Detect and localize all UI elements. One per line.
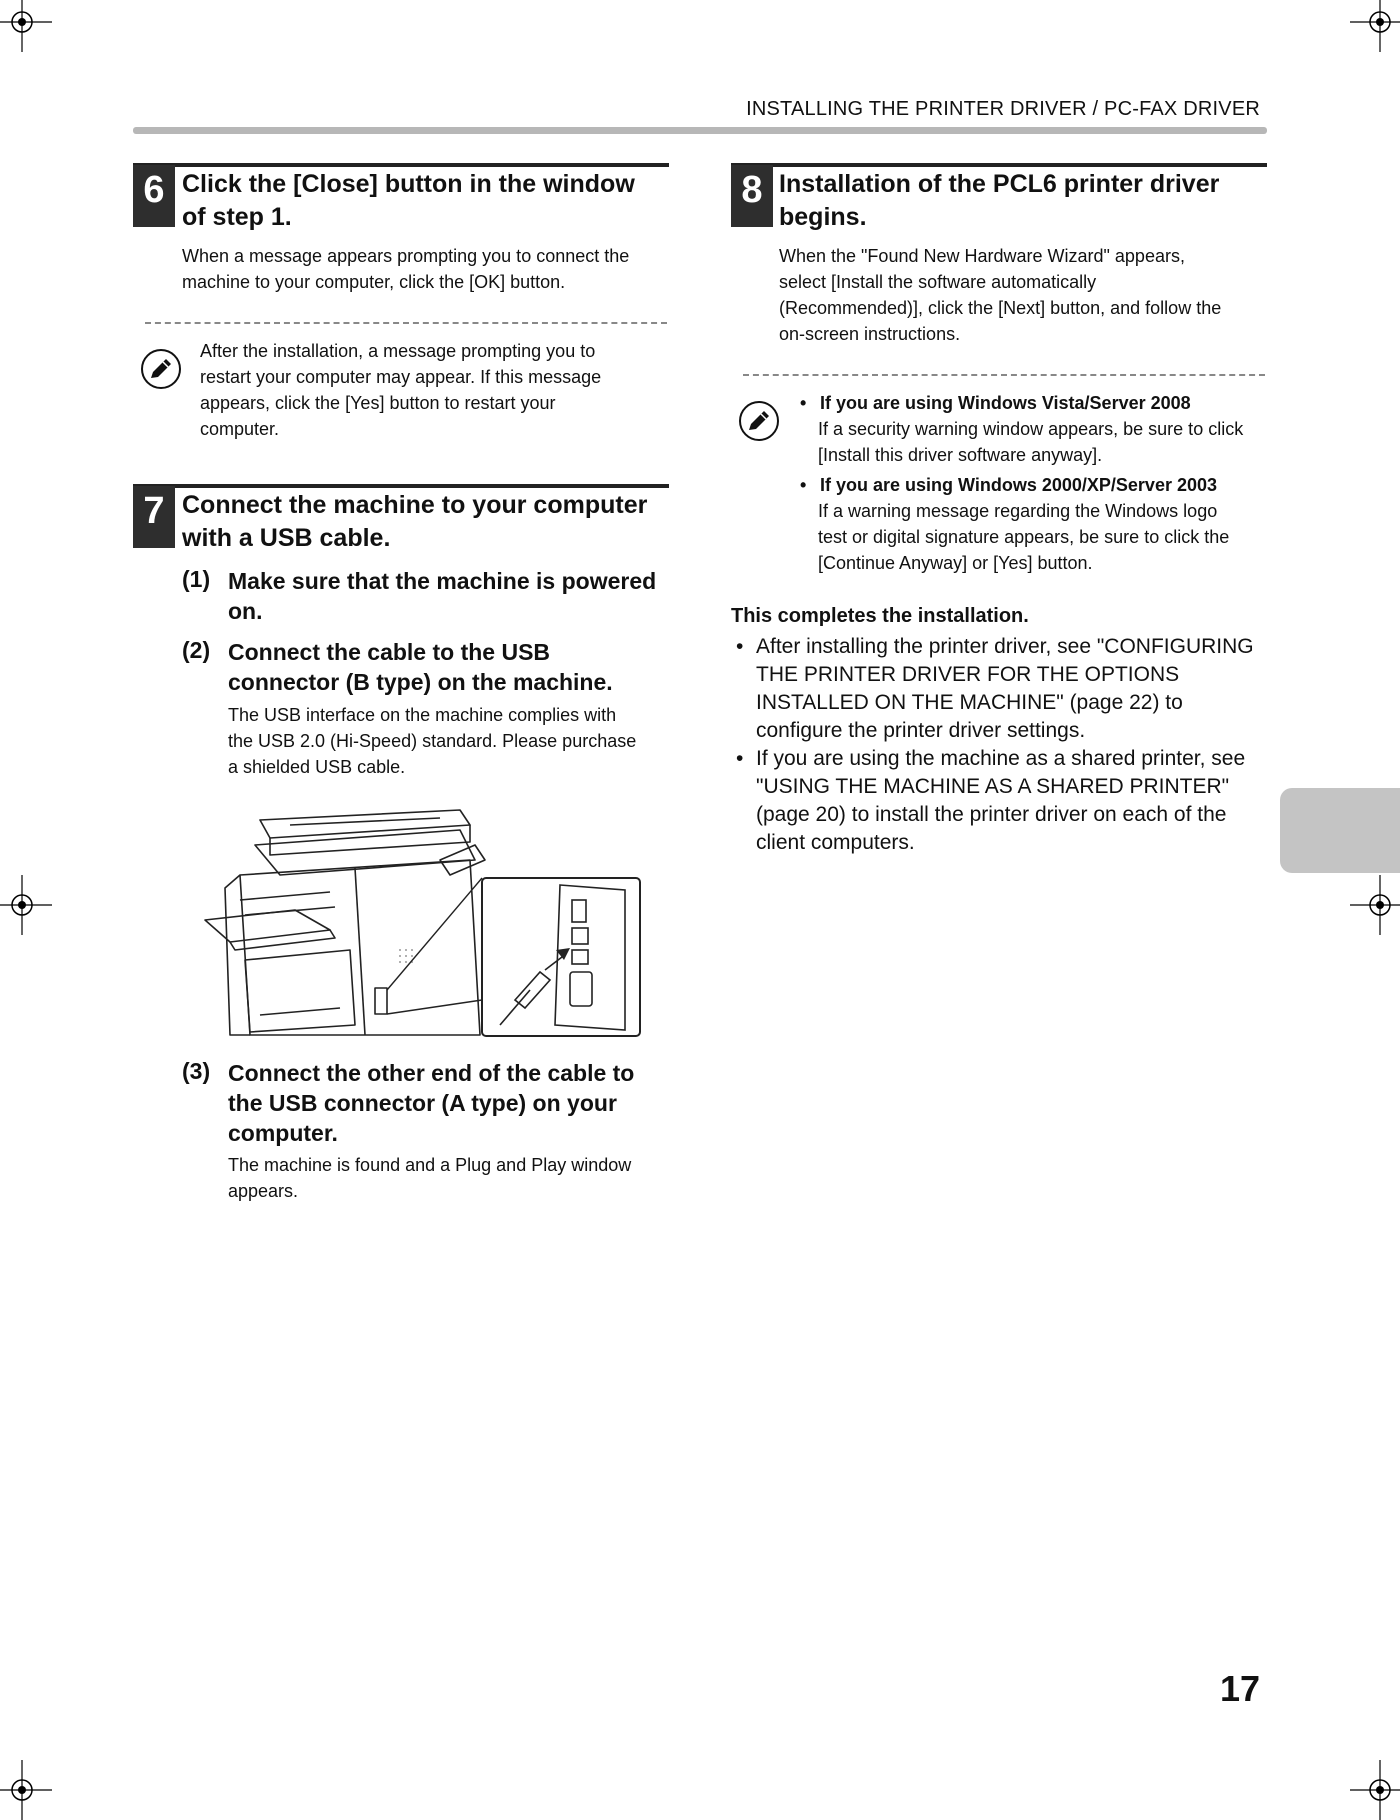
step-8-title-line1: Installation of the PCL6 printer driver xyxy=(779,170,1220,198)
note-bullet-title xyxy=(800,472,1243,498)
step-6-note xyxy=(200,338,601,442)
substep-3-line: Connect the other end of the cable to xyxy=(228,1060,635,1086)
substep-2-line: connector (B type) on the machine. xyxy=(228,669,613,695)
substep-2-body-line: the USB 2.0 (Hi-Speed) standard. Please purchase xyxy=(228,731,637,751)
step-6-number: 6 xyxy=(133,165,175,227)
note-bullet-title xyxy=(800,390,1243,416)
step-7-title-line1: Connect the machine to your computer xyxy=(182,491,648,519)
step-8-body-line: When the "Found New Hardware Wizard" appears, xyxy=(779,246,1185,266)
completion-line: INSTALLED ON THE MACHINE" (page 22) to xyxy=(756,691,1183,714)
step-7-number: 7 xyxy=(133,486,175,548)
substep-1-line: on. xyxy=(228,598,263,624)
bullet-dot: • xyxy=(736,747,744,770)
note-line: If a security warning window appears, be sure to click xyxy=(818,419,1244,439)
step-6-rule xyxy=(133,163,669,167)
substep-1-title xyxy=(228,566,656,626)
registration-mark-icon xyxy=(0,1760,52,1820)
step-8-body-line: on-screen instructions. xyxy=(779,324,961,344)
substep-1-number: (1) xyxy=(182,566,211,592)
completion-bullet-2 xyxy=(736,745,1276,857)
running-header: INSTALLING THE PRINTER DRIVER / PC-FAX DRIVER xyxy=(746,98,1260,120)
step-7-title-line2: with a USB cable. xyxy=(182,524,391,552)
completion-line: configure the printer driver settings. xyxy=(756,719,1086,742)
substep-2-line: Connect the cable to the USB xyxy=(228,639,551,665)
note-line: [Continue Anyway] or [Yes] button. xyxy=(818,553,1093,573)
registration-mark-icon xyxy=(1350,1760,1400,1820)
step-8-rule xyxy=(731,163,1267,167)
substep-1-line: Make sure that the machine is powered xyxy=(228,568,657,594)
step-7-rule xyxy=(133,484,669,488)
step-6-body-line: machine to your computer, click the [OK] button. xyxy=(182,272,566,292)
step-6-title-line1: Click the [Close] button in the window xyxy=(182,170,635,198)
step-8-body-line: select [Install the software automatically xyxy=(779,272,1097,292)
chapter-tab xyxy=(1280,788,1400,873)
note-bullet-2-body xyxy=(800,498,1243,576)
machine-usb-illustration xyxy=(200,800,650,1040)
registration-mark-icon xyxy=(0,875,52,935)
note-line: If a warning message regarding the Windows logo xyxy=(818,501,1218,521)
note-line: restart your computer may appear. If this message xyxy=(200,367,602,387)
step-6-title-line2: of step 1. xyxy=(182,203,292,231)
completion-line: client computers. xyxy=(756,831,915,854)
registration-mark-icon xyxy=(1350,0,1400,52)
bullet-dot: • xyxy=(800,475,807,495)
note-bullet-2-title: If you are using Windows 2000/XP/Server 2003 xyxy=(820,475,1218,495)
registration-mark-icon xyxy=(0,0,52,52)
completion-line: After installing the printer driver, see "CONFIGURING xyxy=(756,635,1254,658)
completion-title: This completes the installation. xyxy=(731,605,1029,627)
step-8-number: 8 xyxy=(731,165,773,227)
substep-3-number: (3) xyxy=(182,1058,211,1084)
substep-2-number: (2) xyxy=(182,637,211,663)
note-divider xyxy=(743,374,1265,376)
note-bullet-1-title: If you are using Windows Vista/Server 2008 xyxy=(820,393,1191,413)
note-line: appears, click the [Yes] button to restart your xyxy=(200,393,556,413)
substep-3-line: computer. xyxy=(228,1120,338,1146)
note-line: [Install this driver software anyway]. xyxy=(818,445,1103,465)
step-8-title-line2: begins. xyxy=(779,203,867,231)
header-rule xyxy=(133,127,1267,134)
step-6-body xyxy=(182,243,629,295)
substep-2-title xyxy=(228,637,613,697)
completion-list xyxy=(736,633,1276,857)
step-8-title xyxy=(779,168,1219,234)
step-6-body-line: When a message appears prompting you to connect the xyxy=(182,246,630,266)
step-8-note xyxy=(800,390,1243,576)
pencil-note-icon xyxy=(738,400,780,442)
completion-line: "USING THE MACHINE AS A SHARED PRINTER" xyxy=(756,775,1230,798)
step-8-body xyxy=(779,243,1221,347)
note-bullet-1-body xyxy=(800,416,1243,468)
note-line: computer. xyxy=(200,419,280,439)
completion-line: If you are using the machine as a shared printer, see xyxy=(756,747,1246,770)
note-divider xyxy=(145,322,667,324)
substep-2-body-line: The USB interface on the machine complies with xyxy=(228,705,617,725)
note-line: test or digital signature appears, be sure to click the xyxy=(818,527,1230,547)
substep-3-body xyxy=(228,1152,631,1204)
substep-3-body-line: appears. xyxy=(228,1181,299,1201)
step-6-title xyxy=(182,168,635,234)
page-number: 17 xyxy=(1219,1668,1260,1709)
completion-line: (page 20) to install the printer driver on each of the xyxy=(756,803,1227,826)
substep-3-body-line: The machine is found and a Plug and Play window xyxy=(228,1155,632,1175)
registration-mark-icon xyxy=(1350,875,1400,935)
bullet-dot: • xyxy=(800,393,807,413)
note-line: After the installation, a message prompting you to xyxy=(200,341,596,361)
substep-2-body-line: a shielded USB cable. xyxy=(228,757,406,777)
substep-3-line: the USB connector (A type) on your xyxy=(228,1090,617,1116)
completion-line: THE PRINTER DRIVER FOR THE OPTIONS xyxy=(756,663,1180,686)
pencil-note-icon xyxy=(140,348,182,390)
completion-bullet-1 xyxy=(736,633,1276,745)
step-7-title xyxy=(182,489,647,555)
substep-2-body xyxy=(228,702,636,780)
bullet-dot: • xyxy=(736,635,744,658)
step-8-body-line: (Recommended)], click the [Next] button, and follow the xyxy=(779,298,1222,318)
substep-3-title xyxy=(228,1058,634,1148)
